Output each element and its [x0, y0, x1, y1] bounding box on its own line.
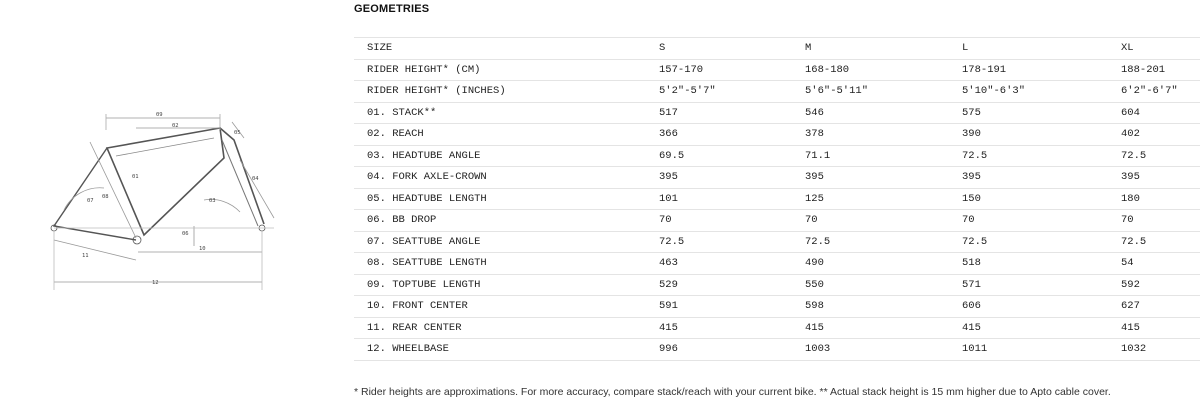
- cell-m: 1003: [792, 339, 949, 361]
- row-label: 06. BB DROP: [354, 210, 646, 232]
- dim-label-02: 02: [172, 123, 179, 129]
- cell-xl: 70: [1108, 210, 1200, 232]
- row-label: 11. REAR CENTER: [354, 317, 646, 339]
- cell-xl: 72.5: [1108, 145, 1200, 167]
- dim-label-08: 08: [102, 194, 109, 200]
- table-row: [354, 274, 1200, 296]
- table-row: [354, 81, 1200, 103]
- cell-s: 366: [646, 124, 792, 146]
- table-row: [354, 253, 1200, 275]
- cell-l: 70: [949, 210, 1108, 232]
- cell-l: 72.5: [949, 145, 1108, 167]
- cell-xl: 604: [1108, 102, 1200, 124]
- table-row: [354, 296, 1200, 318]
- cell-xl: 54: [1108, 253, 1200, 275]
- row-label: RIDER HEIGHT* (INCHES): [354, 81, 646, 103]
- cell-s: 996: [646, 339, 792, 361]
- row-label: 02. REACH: [354, 124, 646, 146]
- row-label: 03. HEADTUBE ANGLE: [354, 145, 646, 167]
- cell-s: 395: [646, 167, 792, 189]
- dim-label-01: 01: [132, 174, 139, 180]
- cell-l: 415: [949, 317, 1108, 339]
- row-label: 10. FRONT CENTER: [354, 296, 646, 318]
- row-label: 05. HEADTUBE LENGTH: [354, 188, 646, 210]
- cell-m: 125: [792, 188, 949, 210]
- cell-s: 69.5: [646, 145, 792, 167]
- header-cell-xl: XL: [1108, 38, 1200, 60]
- table-header-row: [354, 38, 1200, 60]
- seatstay-outline: [54, 148, 136, 240]
- dim-label-10: 10: [199, 246, 206, 252]
- cell-l: 72.5: [949, 231, 1108, 253]
- cell-xl: 627: [1108, 296, 1200, 318]
- table-row: [354, 145, 1200, 167]
- table-row: [354, 124, 1200, 146]
- cell-xl: 592: [1108, 274, 1200, 296]
- table-row: [354, 210, 1200, 232]
- cell-s: 517: [646, 102, 792, 124]
- table-row: [354, 339, 1200, 361]
- table-row: [354, 59, 1200, 81]
- cell-m: 490: [792, 253, 949, 275]
- cell-l: 571: [949, 274, 1108, 296]
- cell-s: 591: [646, 296, 792, 318]
- footnote: * Rider heights are approximations. For more accuracy, compare stack/reach with your current bike. ** Actual stack height is 15 mm higher due to Apto cable cover.: [354, 386, 1111, 398]
- frame-geometry-diagram: [44, 100, 284, 300]
- cell-m: 378: [792, 124, 949, 146]
- dim-label-04: 04: [252, 176, 259, 182]
- cell-xl: 188-201: [1108, 59, 1200, 81]
- cell-l: 150: [949, 188, 1108, 210]
- cell-s: 415: [646, 317, 792, 339]
- table-row: [354, 188, 1200, 210]
- dim-label-12: 12: [152, 280, 159, 286]
- cell-l: 390: [949, 124, 1108, 146]
- cell-s: 101: [646, 188, 792, 210]
- cell-m: 72.5: [792, 231, 949, 253]
- cell-l: 575: [949, 102, 1108, 124]
- cell-l: 518: [949, 253, 1108, 275]
- cell-m: 5'6"-5'11": [792, 81, 949, 103]
- row-label: 07. SEATTUBE ANGLE: [354, 231, 646, 253]
- row-label: 01. STACK**: [354, 102, 646, 124]
- cell-xl: 415: [1108, 317, 1200, 339]
- table-row: [354, 231, 1200, 253]
- cell-s: 463: [646, 253, 792, 275]
- cell-m: 546: [792, 102, 949, 124]
- cell-l: 606: [949, 296, 1108, 318]
- header-cell-l: L: [949, 38, 1108, 60]
- cell-l: 1011: [949, 339, 1108, 361]
- header-cell-s: S: [646, 38, 792, 60]
- cell-l: 395: [949, 167, 1108, 189]
- cell-m: 550: [792, 274, 949, 296]
- cell-xl: 180: [1108, 188, 1200, 210]
- cell-xl: 72.5: [1108, 231, 1200, 253]
- dim-label-11: 11: [82, 253, 89, 259]
- header-cell-m: M: [792, 38, 949, 60]
- row-label: 12. WHEELBASE: [354, 339, 646, 361]
- cell-xl: 402: [1108, 124, 1200, 146]
- cell-xl: 1032: [1108, 339, 1200, 361]
- dim-label-05: 05: [234, 130, 241, 136]
- header-cell-label: SIZE: [354, 38, 646, 60]
- table-row: [354, 102, 1200, 124]
- cell-m: 168-180: [792, 59, 949, 81]
- cell-s: 5'2"-5'7": [646, 81, 792, 103]
- table-row: [354, 167, 1200, 189]
- dim-label-06: 06: [182, 231, 189, 237]
- cell-l: 178-191: [949, 59, 1108, 81]
- cell-s: 529: [646, 274, 792, 296]
- section-title: GEOMETRIES: [354, 3, 430, 15]
- row-label: 04. FORK AXLE-CROWN: [354, 167, 646, 189]
- cell-m: 415: [792, 317, 949, 339]
- cell-m: 71.1: [792, 145, 949, 167]
- cell-m: 598: [792, 296, 949, 318]
- cell-m: 70: [792, 210, 949, 232]
- cell-xl: 6'2"-6'7": [1108, 81, 1200, 103]
- dim-label-03: 03: [209, 198, 216, 204]
- cell-s: 70: [646, 210, 792, 232]
- frame-outline: [107, 128, 224, 235]
- cell-m: 395: [792, 167, 949, 189]
- row-label: 08. SEATTUBE LENGTH: [354, 253, 646, 275]
- table-row: [354, 317, 1200, 339]
- geometry-table: [354, 37, 1200, 361]
- dim-label-09: 09: [156, 112, 163, 118]
- row-label: 09. TOPTUBE LENGTH: [354, 274, 646, 296]
- cell-s: 157-170: [646, 59, 792, 81]
- cell-l: 5'10"-6'3": [949, 81, 1108, 103]
- row-label: RIDER HEIGHT* (CM): [354, 59, 646, 81]
- dim-label-07: 07: [87, 198, 94, 204]
- cell-s: 72.5: [646, 231, 792, 253]
- cell-xl: 395: [1108, 167, 1200, 189]
